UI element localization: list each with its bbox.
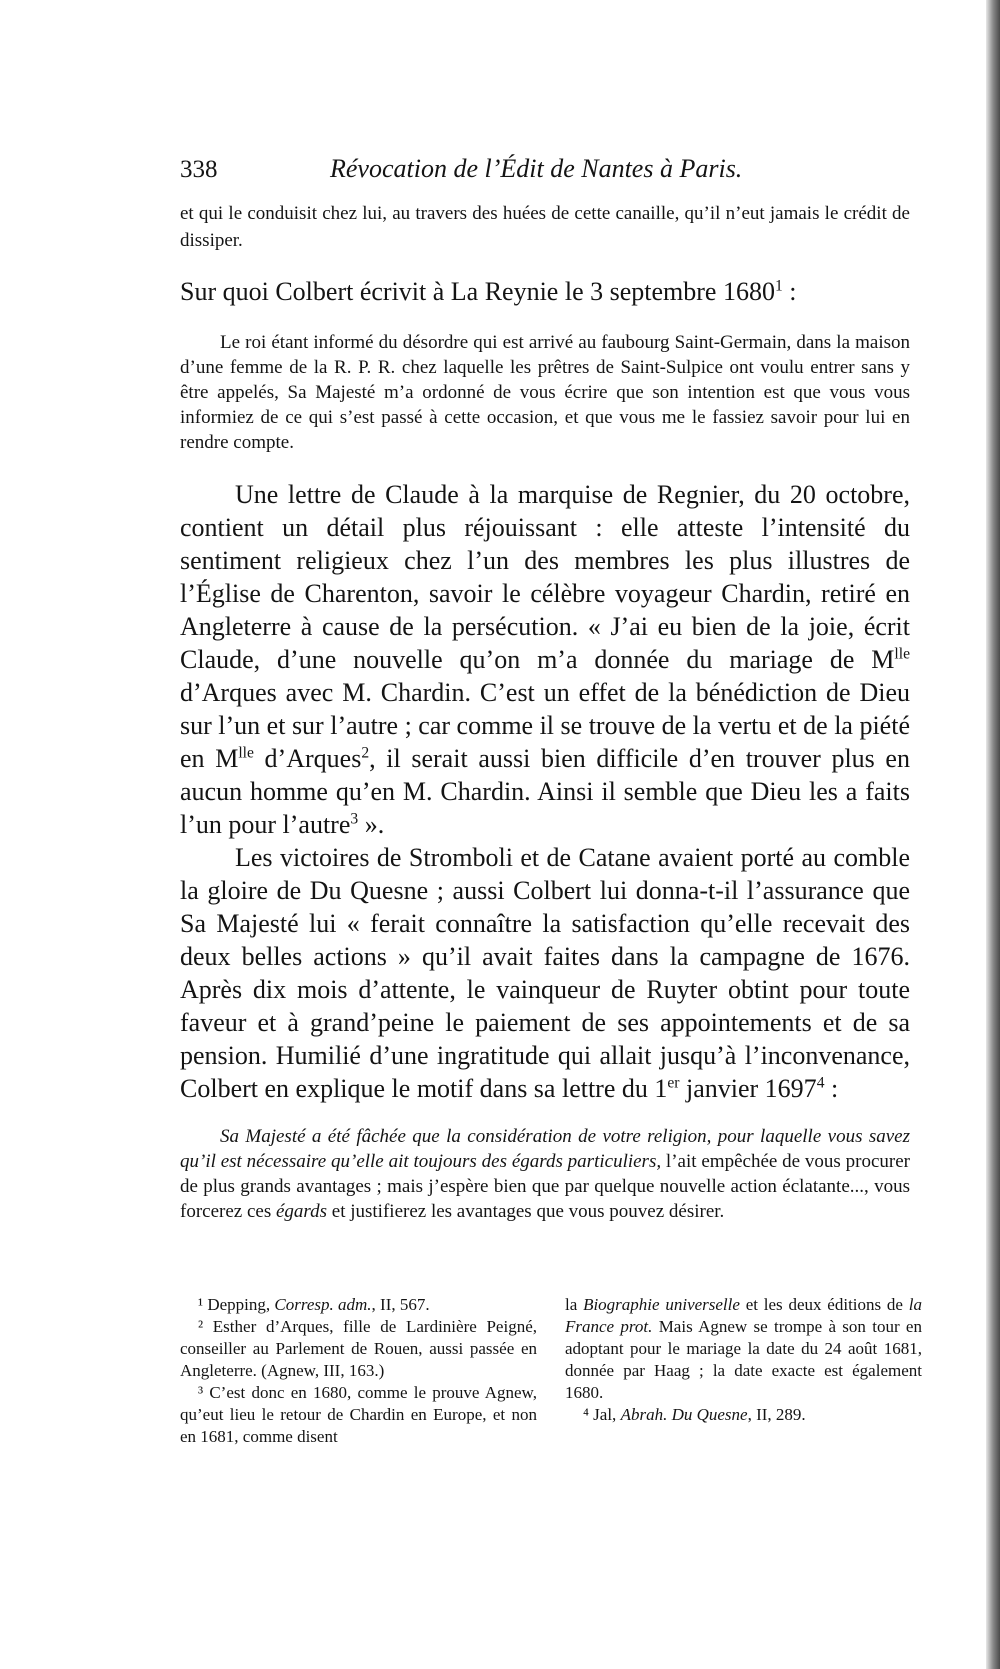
footnote-ref-3: 3 <box>350 810 359 828</box>
footnote-2: ² Esther d’Arques, fille de Lardinière Peigné, conseiller au Parlement de Rouen, aussi passée en Angleterre. (Agnew, III, 163.) <box>180 1317 537 1380</box>
claude-text-e: ». <box>358 810 385 839</box>
claude-text-a: Une lettre de Claude à la marquise de Regnier, du 20 octobre, contient un détail plus réjouissant : elle atteste l’intensité du sentiment religieux chez l’un des membres les plus illustres de l’Église de Charenton, savoir le célèbre voyageur Chardin, retiré en Angleterre à cause de la persécution. « J’ai eu bien de la joie, écrit Claude, d’une nouvelle qu’on m’a donnée du mariage de M <box>180 480 910 674</box>
claude-block <box>180 478 910 1105</box>
footnote-4 <box>565 1404 922 1426</box>
page-edge-shadow <box>986 0 1000 1669</box>
page-number: 338 <box>180 156 218 183</box>
claude-text-b: d’Arques avec M. Chardin. C’est un effet de la bénédiction de Dieu sur l’un et sur l’autre ; car comme il se trouve de la vertu et de la piété en M <box>180 678 910 773</box>
footnote-1 <box>180 1294 537 1316</box>
footnote-3-continued <box>565 1294 922 1404</box>
majesty-quote <box>180 1124 910 1224</box>
footnote-3: ³ C’est donc en 1680, comme le prouve Agnew, qu’eut lieu le retour de Chardin en Europe, et non en 1681, comme disent <box>180 1383 537 1446</box>
majesty-quote-block <box>180 1124 910 1224</box>
colbert-intro-paragraph <box>180 275 910 308</box>
majesty-quote-italic: Sa Majesté a été fâchée que la considération de votre religion, pour laquelle vous savez qu’il est nécessaire qu’elle ait toujours des égards particuliers, <box>180 1126 910 1172</box>
intro-block <box>180 275 910 308</box>
claude-paragraph <box>180 478 910 841</box>
colbert-intro-end: : <box>782 277 797 306</box>
footnote-4-text-a: ⁴ Jal, <box>583 1405 621 1424</box>
duquesne-paragraph <box>180 841 910 1105</box>
mlle-superscript: lle <box>894 645 910 663</box>
footnote-ref-2: 2 <box>361 744 370 762</box>
footnote-3-cont-a: la <box>565 1295 584 1314</box>
claude-text-c: d’Arques <box>253 744 362 773</box>
footnote-1-text-a: ¹ Depping, <box>198 1295 275 1314</box>
footnote-ref-4: 4 <box>816 1074 825 1092</box>
footnote-1-text-b: , II, 567. <box>371 1295 430 1314</box>
letter-quote-block <box>180 330 910 455</box>
footnote-4-text-b: , II, 289. <box>747 1405 806 1424</box>
footnote-1-italic: Corresp. adm. <box>274 1295 372 1314</box>
footnote-4-italic: Abrah. Du Quesne <box>620 1405 748 1424</box>
footnote-3-cont-italic-2: la France prot. <box>565 1295 922 1336</box>
er-superscript: er <box>667 1074 680 1092</box>
running-title: Révocation de l’Édit de Nantes à Paris. <box>330 154 743 183</box>
majesty-quote-text-b: et justifierez les avantages que vous pouvez désirer. <box>327 1201 725 1222</box>
footnotes-left-column <box>180 1294 537 1448</box>
majesty-quote-text-a: l’ait empêchée de vous procurer de plus grands avantages ; mais j’espère bien que par quelque nouvelle action éclatante..., vous forcerez ces <box>180 1151 910 1222</box>
letter-quote: Le roi étant informé du désordre qui est arrivé au faubourg Saint-Germain, dans la maison d’une femme de la R. P. R. chez laquelle les prêtres de Saint-Sulpice ont voulu entrer sans y être appelés, Sa Majesté m’a ordonné de vous écrire que son intention est que vous vous informiez de ce qui s’est passé à cette occasion, et que vous me le fassiez savoir pour lui en rendre compte. <box>180 332 910 453</box>
continuation-paragraph: et qui le conduisit chez lui, au travers des huées de cette canaille, qu’il n’eut jamais le crédit de dissiper. <box>180 203 910 251</box>
duquesne-text-b: janvier 1697 <box>679 1074 817 1103</box>
footnote-ref-1: 1 <box>774 277 783 295</box>
footnote-3-cont-b: et les deux éditions de <box>739 1295 909 1314</box>
duquesne-text-a: Les victoires de Stromboli et de Catane avaient porté au comble la gloire de Du Quesne ; aussi Colbert lui donna-t-il l’assurance que Sa Majesté lui « ferait connaître la satisfaction qu’elle recevait des deux belles actions » qu’il avait faites dans la campagne de 1676. Après dix mois d’attente, le vainqueur de Ruyter obtint pour toute faveur et à grand’peine le paiement de ses appointements et de sa pension. Humilié d’une ingratitude qui allait jusqu’à l’inconvenance, Colbert en explique le motif dans sa lettre du 1 <box>180 843 910 1103</box>
footnote-3-cont-c: Mais Agnew se trompe à son tour en adoptant pour le mariage la date du 24 août 1681, donnée par Haag ; la date exacte est également 1680. <box>565 1317 922 1402</box>
continuation-block <box>180 200 910 254</box>
footnote-3-cont-italic-1: Biographie universelle <box>583 1295 740 1314</box>
egards-italic: égards <box>275 1201 328 1222</box>
claude-text-d: , il serait aussi bien difficile d’en trouver plus en aucun homme qu’en M. Chardin. Ainsi il semble que Dieu les a faits l’un pour l’autre <box>180 744 910 839</box>
footnotes-right-column <box>565 1294 922 1426</box>
page-header <box>180 150 910 190</box>
mlle-superscript: lle <box>238 744 254 762</box>
duquesne-text-end: : <box>824 1074 839 1103</box>
colbert-intro-text: Sur quoi Colbert écrivit à La Reynie le 3 septembre 1680 <box>180 277 775 306</box>
